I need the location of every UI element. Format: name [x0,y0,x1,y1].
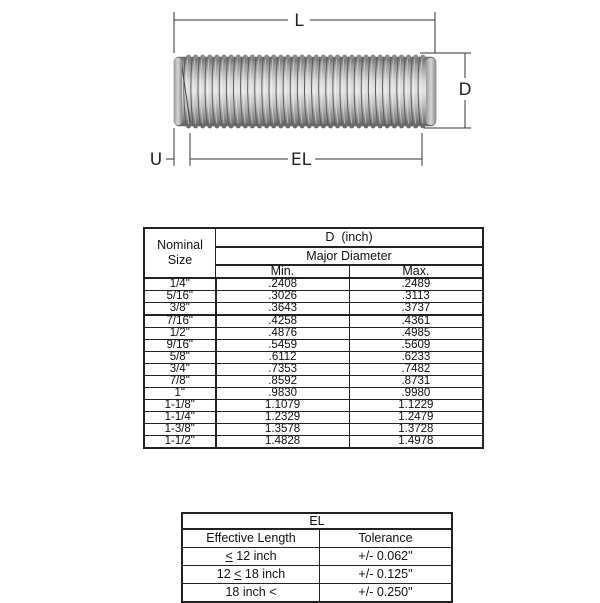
nominal-size-header [144,228,216,278]
min-diameter-cell: 1.4828 [216,436,350,449]
nominal-size-cell: 5/8" [144,352,216,364]
min-diameter-cell: 1.3578 [216,424,350,436]
min-diameter-cell: .9830 [216,388,350,400]
nominal-size-cell: 3/8" [144,303,216,316]
thread-crest [371,124,376,129]
min-diameter-cell: .8592 [216,376,350,388]
thread-crest [349,55,354,60]
thread-crest [278,124,283,129]
max-diameter-cell: .6233 [349,352,483,364]
thread-crest [229,124,234,129]
nominal-size-cell: 5/16" [144,291,216,303]
thread-crest [215,55,220,60]
effective-length-cell [182,566,320,584]
length-prefix: 18 inch < [225,585,277,599]
thread-crest [413,124,418,129]
min-diameter-cell: .4876 [216,328,350,340]
length-suffix: 18 inch [241,567,286,581]
thread-crest [342,124,347,129]
min-diameter-cell: .3643 [216,303,350,316]
table-row [182,584,452,603]
thread-crest [293,124,298,129]
thread-crest [392,55,397,60]
max-diameter-cell: 1.3728 [349,424,483,436]
major-diameter-rows [144,278,483,448]
table-row [144,278,483,291]
effective-length-cell [182,548,320,566]
nominal-size-cell: 1-1/8" [144,400,216,412]
max-diameter-cell: .9980 [349,388,483,400]
thread-crest [321,124,326,129]
thread-crest [349,124,354,129]
max-diameter-cell: 1.1229 [349,400,483,412]
thread-crest [250,124,255,129]
min-diameter-cell: 1.2329 [216,412,350,424]
thread-crest [378,55,383,60]
max-diameter-cell: .4985 [349,328,483,340]
max-diameter-cell: .3113 [349,291,483,303]
table-row [182,548,452,566]
thread-crest [328,124,333,129]
min-diameter-cell: .7353 [216,364,350,376]
table-row [144,412,483,424]
thread-crest [335,124,340,129]
max-diameter-cell: .4361 [349,315,483,328]
table-row [144,376,483,388]
rod-body [174,55,436,129]
table-row [182,566,452,584]
table-row [144,400,483,412]
effective-length-label: EL [290,150,312,170]
min-diameter-cell: 1.1079 [216,400,350,412]
rod-right-end [426,58,436,125]
nominal-size-cell: 1/4" [144,278,216,291]
thread-crest [406,124,411,129]
thread-crest [321,55,326,60]
thread-crest [186,55,191,60]
thread-crest [371,55,376,60]
max-header: Max. [349,265,483,278]
thread-crest [364,55,369,60]
max-diameter-cell: .3737 [349,303,483,316]
thread-crest [200,55,205,60]
thread-crest [314,55,319,60]
thread-crest [271,55,276,60]
thread-crest [357,124,362,129]
thread-crest [357,55,362,60]
tolerance-cell: +/- 0.250" [320,584,453,603]
less-or-equal-symbol: < [225,549,233,563]
thread-crest [278,55,283,60]
thread-crest [222,124,227,129]
length-suffix: 12 inch [232,549,277,563]
d-inch-header: D (inch) [216,228,484,247]
thread-crest [264,55,269,60]
effective-length-cell [182,584,320,603]
max-diameter-cell: 1.2479 [349,412,483,424]
major-diameter-header: Major Diameter [216,247,484,265]
thread-crest [243,55,248,60]
table-row [144,315,483,328]
thread-crest [186,124,191,129]
thread-crest [193,124,198,129]
max-diameter-cell: .2489 [349,278,483,291]
thread-crest [399,55,404,60]
max-diameter-cell: .5609 [349,340,483,352]
min-diameter-cell: .2408 [216,278,350,291]
min-diameter-cell: .5459 [216,340,350,352]
thread-crest [236,55,241,60]
thread-crest [286,124,291,129]
tolerance-header: Tolerance [320,529,453,548]
thread-crest [257,124,262,129]
thread-crest [420,55,425,60]
less-or-equal-symbol: < [234,567,242,581]
table-row [144,291,483,303]
min-diameter-cell: .4258 [216,315,350,328]
thread-crest [207,55,212,60]
tolerance-cell: +/- 0.125" [320,566,453,584]
nominal-size-cell: 9/16" [144,340,216,352]
effective-length-rows [182,548,452,603]
thread-crest [257,55,262,60]
table-row [144,436,483,449]
nominal-size-cell: 1/2" [144,328,216,340]
thread-crest [200,124,205,129]
thread-crest [300,124,305,129]
thread-crest [300,55,305,60]
max-diameter-cell: .8731 [349,376,483,388]
min-diameter-cell: .6112 [216,352,350,364]
table-row [144,424,483,436]
table-row [144,328,483,340]
max-diameter-cell: .7482 [349,364,483,376]
thread-crest [215,124,220,129]
tolerance-cell: +/- 0.062" [320,548,453,566]
table-row [144,364,483,376]
nominal-size-cell: 1-1/2" [144,436,216,449]
thread-crest [385,124,390,129]
thread-crest [378,124,383,129]
table-row [144,388,483,400]
thread-crest [243,124,248,129]
thread-crest [193,55,198,60]
thread-crest [250,55,255,60]
thread-crest [307,124,312,129]
thread-crest [264,124,269,129]
el-title: EL [182,513,452,529]
thread-crest [286,55,291,60]
thread-crest [271,124,276,129]
thread-crest [307,55,312,60]
thread-crest [342,55,347,60]
thread-crest [392,124,397,129]
table-row [144,352,483,364]
effective-length-header: Effective Length [182,529,320,548]
unthreaded-label: U [149,150,163,170]
nominal-size-header-text: Nominal Size [157,238,203,267]
nominal-size-cell: 1" [144,388,216,400]
diameter-label: D [458,80,472,100]
nominal-size-cell: 1-3/8" [144,424,216,436]
thread-crest [236,124,241,129]
thread-crest [207,124,212,129]
effective-length-table [181,512,453,603]
table-row [144,340,483,352]
nominal-size-cell: 7/8" [144,376,216,388]
thread-crest [293,55,298,60]
thread-crest [406,55,411,60]
min-header: Min. [216,265,350,278]
length-prefix: 12 [216,567,235,581]
nominal-size-cell: 7/16" [144,315,216,328]
rod-left-end [174,58,182,125]
length-dimension [174,12,435,53]
thread-crest [335,55,340,60]
major-diameter-table [143,227,484,449]
max-diameter-cell: 1.4978 [349,436,483,449]
thread-crest [413,55,418,60]
thread-crest [314,124,319,129]
nominal-size-cell: 1-1/4" [144,412,216,424]
thread-crest [328,55,333,60]
min-diameter-cell: .3026 [216,291,350,303]
thread-crest [385,55,390,60]
thread-crest [399,124,404,129]
table-row [144,303,483,316]
thread-crest [222,55,227,60]
thread-crest [364,124,369,129]
thread-crest [229,55,234,60]
threaded-rod-drawing [0,0,600,200]
nominal-size-cell: 3/4" [144,364,216,376]
length-label: L [294,11,304,31]
